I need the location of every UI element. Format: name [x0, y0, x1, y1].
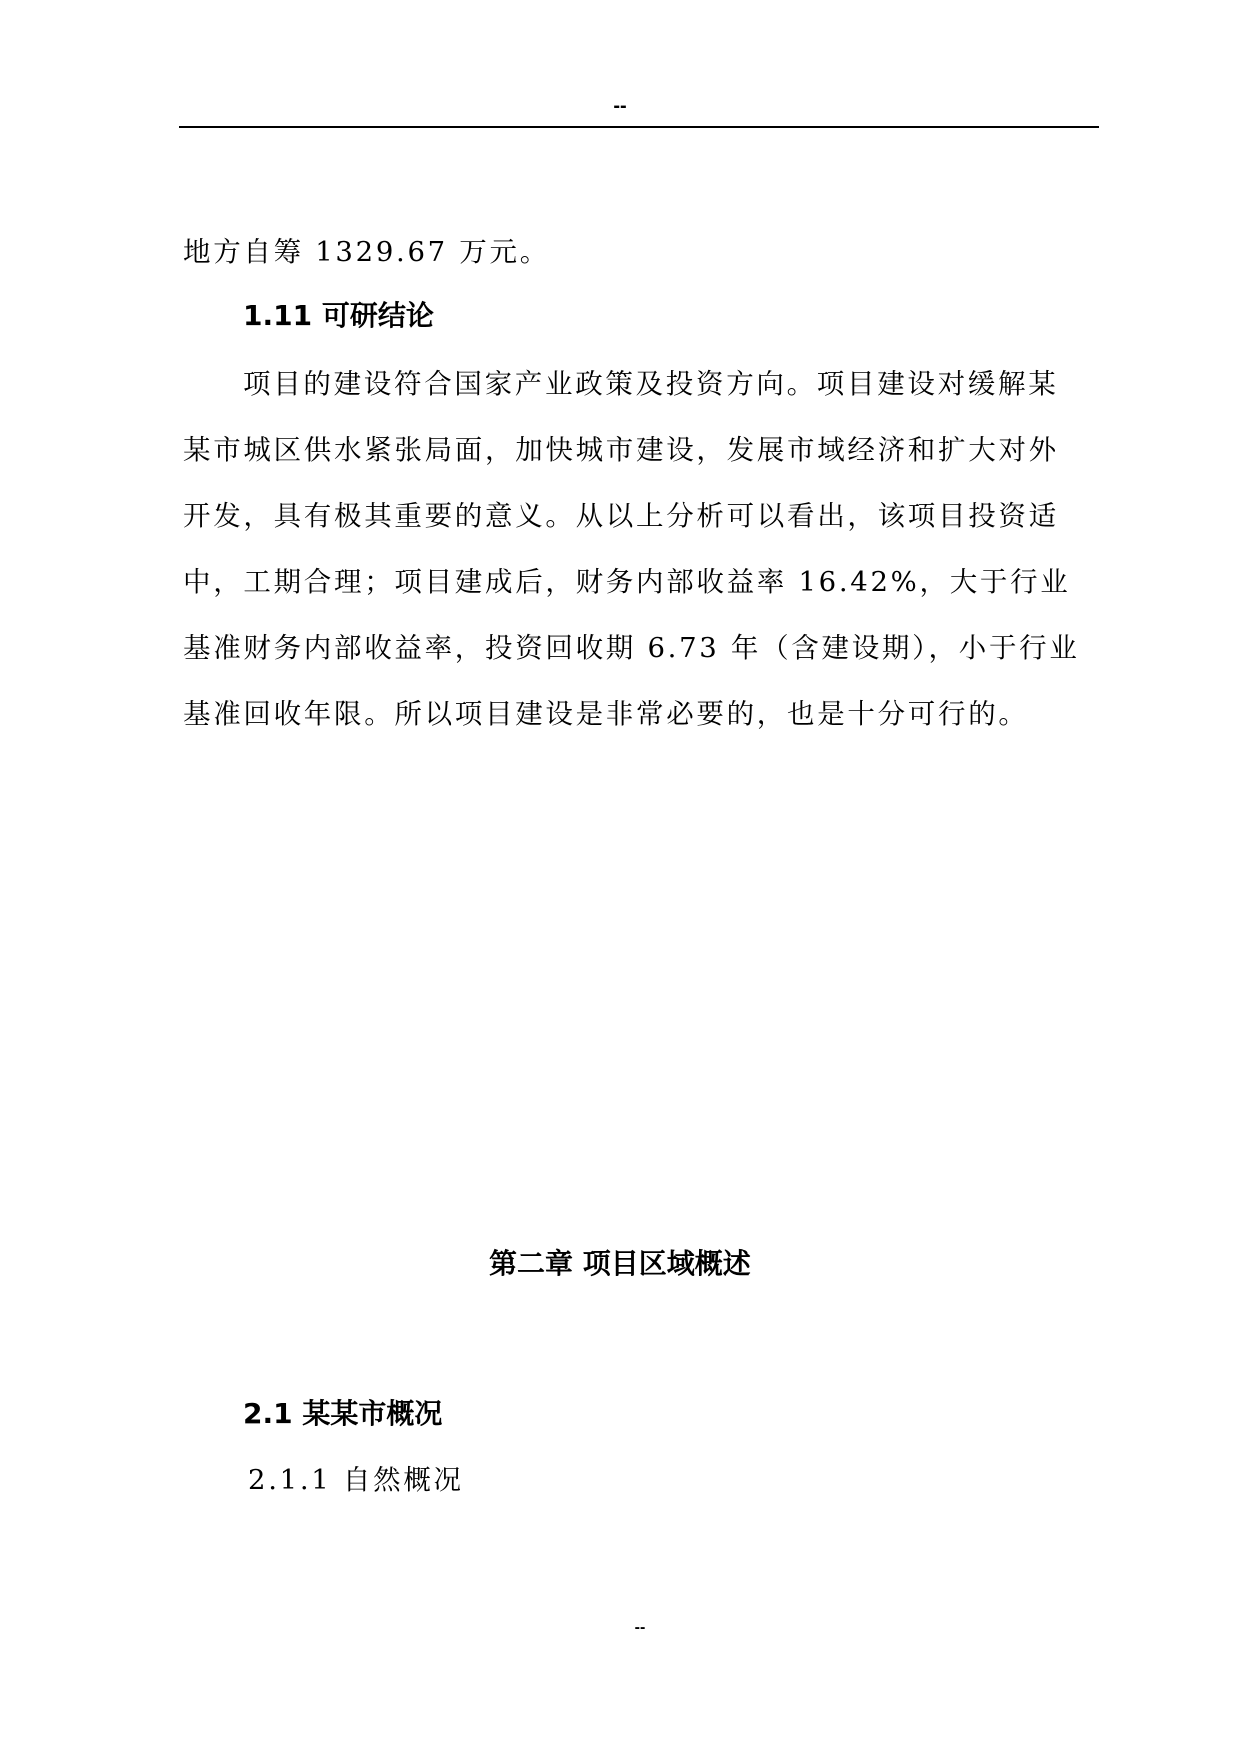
chapter-title: 第二章 项目区域概述	[489, 1247, 751, 1280]
page-header-mark: --	[613, 95, 627, 117]
section-heading-1-11: 1.11 可研结论	[243, 299, 434, 332]
intro-line: 地方自筹 1329.67 万元。	[183, 236, 550, 268]
paragraph-line: 某市城区供水紧张局面，加快城市建设，发展市域经济和扩大对外	[183, 434, 1059, 466]
page-footer-mark: --	[634, 1619, 646, 1636]
section-heading-2-1: 2.1 某某市概况	[243, 1397, 443, 1430]
header-rule	[179, 126, 1099, 128]
paragraph-line: 中，工期合理；项目建成后，财务内部收益率 16.42%，大于行业	[183, 566, 1071, 598]
subsection-heading-2-1-1: 2.1.1 自然概况	[248, 1464, 464, 1496]
paragraph-line: 基准回收年限。所以项目建设是非常必要的，也是十分可行的。	[183, 698, 1029, 730]
paragraph-line: 开发，具有极其重要的意义。从以上分析可以看出，该项目投资适	[183, 500, 1059, 532]
paragraph-line: 基准财务内部收益率，投资回收期 6.73 年（含建设期），小于行业	[183, 632, 1080, 664]
paragraph-line: 项目的建设符合国家产业政策及投资方向。项目建设对缓解某	[243, 368, 1059, 400]
